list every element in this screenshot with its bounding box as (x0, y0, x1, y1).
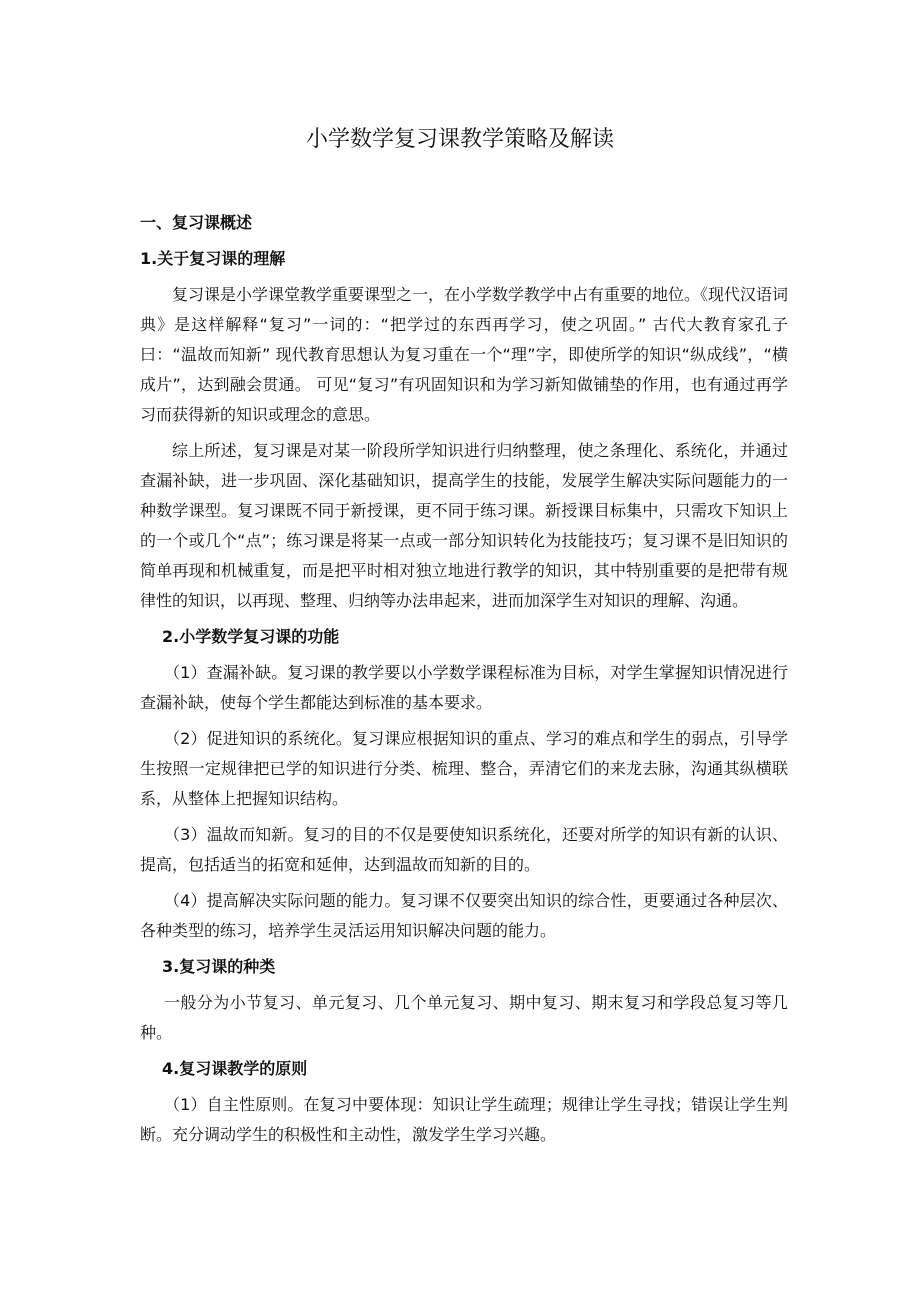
paragraph: 综上所述，复习课是对某一阶段所学知识进行归纳整理，使之条理化、系统化，并通过查漏补缺，进一步巩固、深化基础知识，提高学生的技能，发展学生解决实际问题能力的一种数学课型。复习课既不同于新授课，更不同于练习课。新授课目标集中，只需攻下知识上的一个或几个“点”；练习课是将某一点或一部分知识转化为技能技巧；复习课不是旧知识的简单再现和机械重复，而是把平时相对独立地进行教学的知识，其中特别重要的是把带有规律性的知识，以再现、整理、归纳等办法串起来，进而加深学生对知识的理解、沟通。 (140, 441, 788, 610)
subsection-heading: 2.小学数学复习课的功能 (162, 627, 340, 646)
document-body (140, 208, 788, 1156)
section-heading: 一、复习课概述 (140, 213, 253, 232)
paragraph: （4）提高解决实际问题的能力。复习课不仅要突出知识的综合性，更要通过各种层次、各种类型的练习，培养学生灵活运用知识解决问题的能力。 (140, 891, 788, 940)
subsection-heading: 1.关于复习课的理解 (140, 249, 286, 268)
paragraph: （1）自主性原则。在复习中要体现：知识让学生疏理；规律让学生寻找；错误让学生判断。充分调动学生的积极性和主动性，激发学生学习兴趣。 (140, 1095, 788, 1144)
paragraph: 复习课是小学课堂教学重要课型之一，在小学数学教学中占有重要的地位。《现代汉语词典》是这样解释“复习”一词的：“把学过的东西再学习，使之巩固。” 古代大教育家孔子曰：“温故而知新” 现代教育思想认为复习重在一个“理”字，即使所学的知识“纵成线”，“横成片”，达到融会贯通。 可见“复习”有巩固知识和为学习新知做铺垫的作用，也有通过再学习而获得新的知识或理念的意思。 (140, 285, 789, 424)
paragraph: 一般分为小节复习、单元复习、几个单元复习、期中复习、期末复习和学段总复习等几种。 (140, 993, 788, 1042)
document-title: 小学数学复习课教学策略及解读 (305, 127, 614, 152)
paragraph: （3）温故而知新。复习的目的不仅是要使知识系统化，还要对所学的知识有新的认识、提高，包括适当的拓宽和延伸，达到温故而知新的目的。 (140, 825, 788, 874)
subsection-heading: 3.复习课的种类 (162, 957, 276, 976)
subsection-heading: 4.复习课教学的原则 (162, 1059, 308, 1078)
paragraph: （2）促进知识的系统化。复习课应根据知识的重点、学习的难点和学生的弱点，引导学生按照一定规律把已学的知识进行分类、梳理、整合，弄清它们的来龙去脉，沟通其纵横联系，从整体上把握知识结构。 (140, 729, 788, 808)
paragraph: （1）查漏补缺。复习课的教学要以小学数学课程标准为目标，对学生掌握知识情况进行查漏补缺，使每个学生都能达到标准的基本要求。 (140, 663, 788, 712)
